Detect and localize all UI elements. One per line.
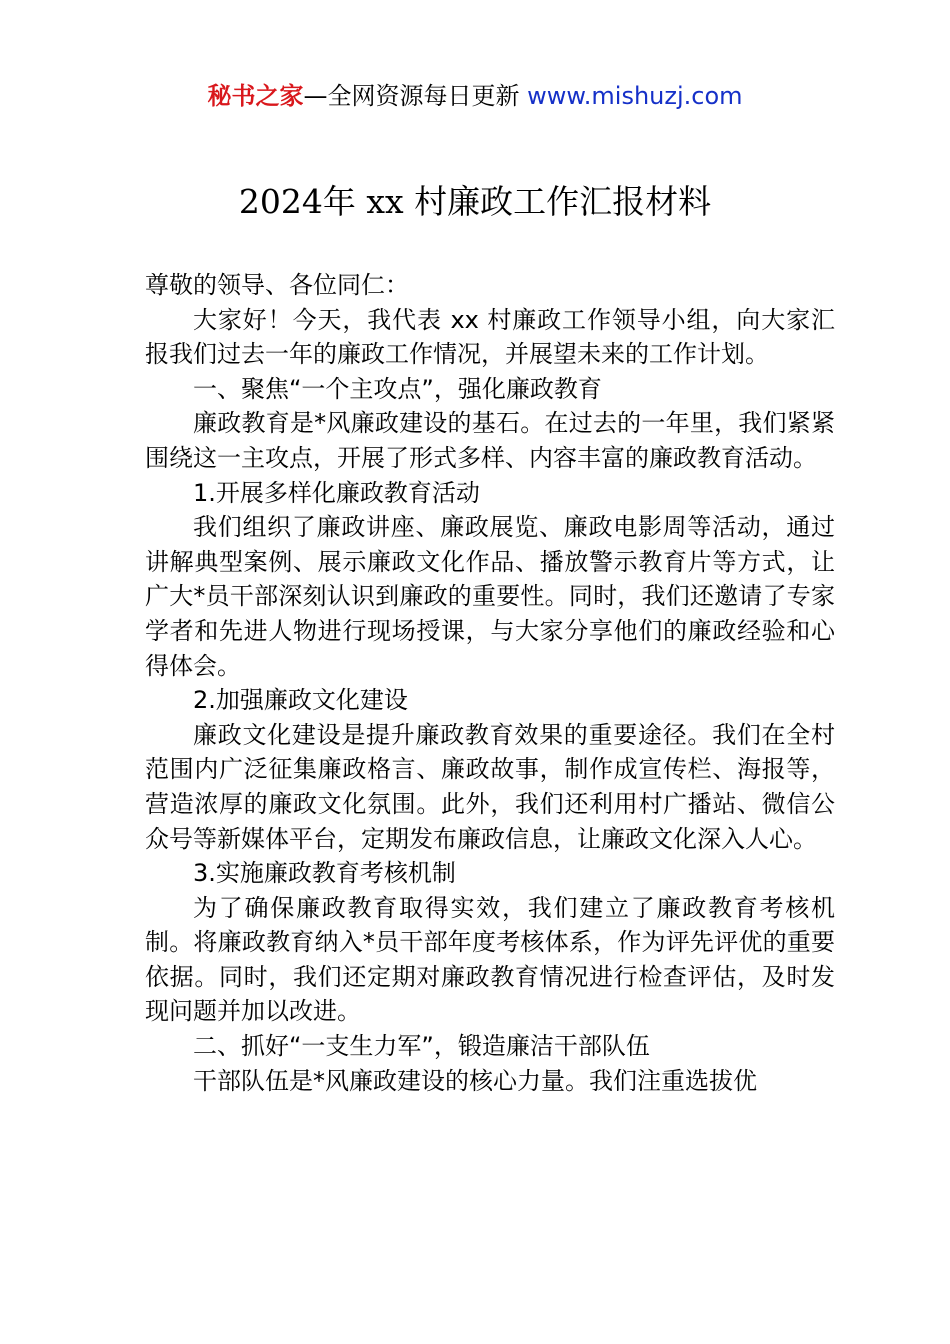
section-heading-1: 一、聚焦“一个主攻点”，强化廉政教育 — [193, 374, 602, 403]
paragraph: 干部队伍是*风廉政建设的核心力量。我们注重选拔优 — [193, 1066, 757, 1095]
paragraph: 我们组织了廉政讲座、廉政展览、廉政电影周等活动，通过讲解典型案例、展示廉政文化作品、播放警示教育片等方式，让广大*员干部深刻认识到廉政的重要性。同时，我们还邀请了专家学者和先进人物进行现场授课，与大家分享他们的廉政经验和心得体会。 — [145, 513, 835, 680]
paragraph: 廉政文化建设是提升廉政教育效果的重要途径。我们在全村范围内广泛征集廉政格言、廉政故事，制作成宣传栏、海报等，营造浓厚的廉政文化氛围。此外，我们还利用村广播站、微信公众号等新媒体平台，定期发布廉政信息，让廉政文化深入人心。 — [145, 720, 835, 853]
salutation: 尊敬的领导、各位同仁： — [145, 271, 409, 299]
title-year-suffix: 年 — [322, 182, 356, 221]
site-banner — [0, 80, 950, 112]
title-village-placeholder: xx — [366, 182, 404, 221]
subsection-heading-1-1: 1.开展多样化廉政教育活动 — [193, 478, 480, 507]
subsection-heading-1-3: 3.实施廉政教育考核机制 — [193, 859, 456, 888]
paragraph: 廉政教育是*风廉政建设的基石。在过去的一年里，我们紧紧围绕这一主攻点，开展了形式多样、内容丰富的廉政教育活动。 — [145, 409, 835, 472]
title-year: 2024 — [238, 182, 323, 221]
paragraph-opening: 大家好！今天，我代表 xx 村廉政工作领导小组，向大家汇报我们过去一年的廉政工作情况，并展望未来的工作计划。 — [145, 305, 835, 369]
site-tagline: —全网资源每日更新 — [303, 82, 528, 110]
title-rest: 村廉政工作汇报材料 — [414, 182, 712, 221]
section-heading-2: 二、抓好“一支生力军”，锻造廉洁干部队伍 — [193, 1032, 650, 1061]
document-body — [145, 268, 835, 1098]
site-brand-name: 秘书之家 — [207, 82, 304, 110]
site-url-link[interactable]: www.mishuzj.com — [527, 82, 743, 110]
paragraph: 为了确保廉政教育取得实效，我们建立了廉政教育考核机制。将廉政教育纳入*员干部年度考核体系，作为评先评优的重要依据。同时，我们还定期对廉政教育情况进行检查评估，及时发现问题并加以改进。 — [145, 893, 835, 1026]
document-title — [0, 180, 950, 224]
subsection-heading-1-2: 2.加强廉政文化建设 — [193, 686, 408, 715]
